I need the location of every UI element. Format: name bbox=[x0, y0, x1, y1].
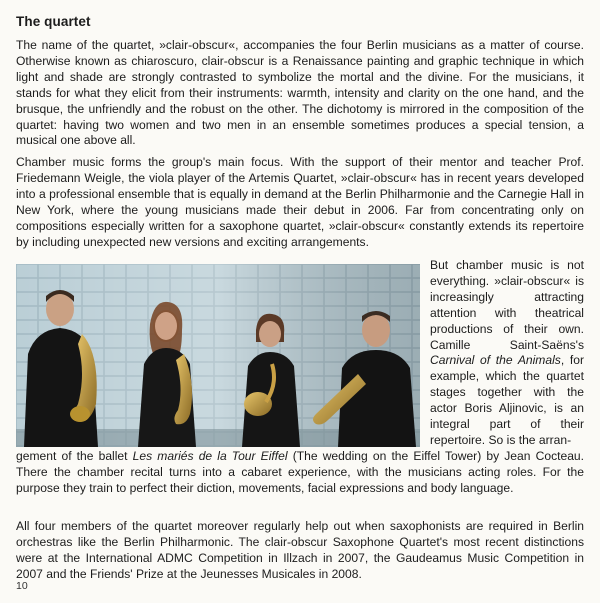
p3-italic-title: Les mariés de la Tour Eiffel bbox=[132, 449, 288, 463]
page-number: 10 bbox=[16, 580, 28, 592]
aside-text-2: , for example, which the quartet stages together with the actor Boris Aljinovic, is an integral part of their repertoire. So is the arran- bbox=[430, 353, 584, 447]
p3-text-1: gement of the ballet bbox=[16, 449, 133, 463]
side-paragraph bbox=[430, 258, 584, 449]
paragraph-chamber-music: Chamber music forms the group's main focus. With the support of their mentor and teacher Prof. Friedemann Weigle, the viola player of the Artemis Quartet, »clair-obscur« has in recent years developed into a professional ensemble that is equally in demand at the Berlin Philharmonie and the Carnegie Hall in New York, where the young musicians made their debut in 2006. Far from concentrating only on compositions especially written for a saxophone quartet, »clair-obscur« constantly extends its repertoire by including unexpected new versions and exciting arrangements. bbox=[16, 155, 584, 249]
quartet-photo bbox=[16, 264, 420, 447]
paragraph-ballet bbox=[16, 449, 584, 497]
p3-text-2: (The wedding on the Eiffel Tower) by Jean Cocteau. There the chamber recital turns into a cabaret experience, with the musicians acting roles. For the purpose they train to perfect their diction, movements, facial expressions and body language. bbox=[16, 449, 585, 495]
aside-italic-title: Carnival of the Animals bbox=[430, 353, 561, 368]
paragraph-distinctions: All four members of the quartet moreover regularly help out when saxophonists are required in Berlin orchestras like the Berlin Philharmonic. The clair-obscur Saxophone Quartet's most recent distinctions were at the International ADMC Competition in Illzach in 2007, the Gaudeamus Music Competition in 2007 and the Friends' Prize at the Jeunesses Musicales in 2008. bbox=[16, 519, 584, 581]
section-heading: The quartet bbox=[16, 14, 91, 29]
aside-text-1: But chamber music is not everything. »clair-obscur« is increasingly attracting attention with theatrical productions of their own. Camille Saint-Saëns's bbox=[430, 258, 584, 352]
paragraph-name-of-quartet: The name of the quartet, »clair-obscur«, accompanies the four Berlin musicians as a matter of course. Otherwise known as chiaroscuro, clair-obscur is a Renaissance painting and graphic technique in which light and shade are strongly contrasted to symbolize the mortal and the divine. For the musicians, it stands for what they elicit from their instruments: warmth, intensity and clarity on the one hand, and the brusque, the unfriendly and the robust on the other. The dichotomy is mirrored in the composition of the quartet: having two women and two men in an ensemble sometimes produces a special tension, a musical one above all. bbox=[16, 38, 584, 148]
